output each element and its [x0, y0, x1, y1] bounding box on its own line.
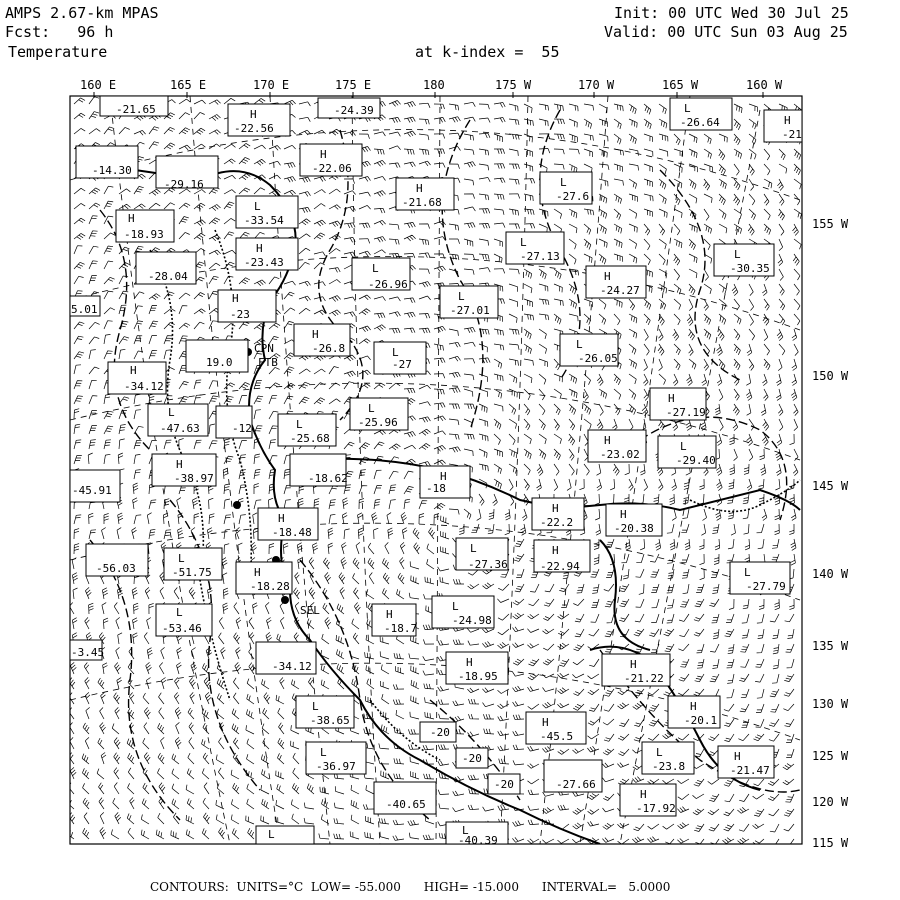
svg-text:H: H: [130, 364, 137, 377]
model-title: AMPS 2.67-km MPAS: [5, 4, 159, 22]
lon-label: 160 W: [746, 78, 783, 92]
extremum-box: [544, 760, 602, 792]
svg-text:-23.43: -23.43: [244, 256, 284, 269]
svg-text:H: H: [604, 270, 611, 283]
extremum-box: [156, 156, 218, 191]
extremum-box: [70, 296, 100, 316]
extremum-box: [152, 454, 216, 486]
svg-text:-20.1: -20.1: [684, 714, 718, 727]
extremum-box: [714, 244, 774, 276]
extremum-box: [532, 498, 584, 530]
svg-text:L: L: [462, 824, 469, 837]
svg-text:19.0: 19.0: [206, 356, 233, 369]
svg-text:H: H: [416, 182, 423, 195]
svg-text:L: L: [268, 828, 275, 841]
svg-text:L: L: [680, 440, 687, 453]
lat-label: 140 W: [812, 567, 849, 581]
extremum-box: [236, 196, 298, 228]
extremum-box: [440, 286, 498, 318]
svg-text:-27.66: -27.66: [556, 778, 596, 791]
init-time: Init: 00 UTC Wed 30 Jul 25: [614, 4, 849, 22]
station-label: SEL: [300, 604, 320, 617]
extremum-box: [228, 104, 290, 136]
svg-text:-18.95: -18.95: [458, 670, 498, 683]
svg-text:-22.06: -22.06: [312, 162, 352, 175]
extremum-box: [86, 544, 148, 576]
extremum-box: [396, 178, 454, 210]
svg-text:5.01: 5.01: [71, 303, 98, 316]
extremum-box: [306, 742, 366, 774]
svg-text:-27.19: -27.19: [666, 406, 706, 419]
svg-text:-24.98: -24.98: [452, 614, 492, 627]
svg-text:-28.04: -28.04: [148, 270, 188, 283]
svg-text:L: L: [254, 200, 261, 213]
svg-text:-20: -20: [494, 778, 514, 791]
lon-label: 165 W: [662, 78, 699, 92]
svg-text:-23.02: -23.02: [600, 448, 640, 461]
svg-text:-21.65: -21.65: [116, 103, 156, 116]
svg-text:H: H: [630, 658, 637, 671]
svg-text:-26.8: -26.8: [312, 342, 346, 355]
svg-text:L: L: [392, 346, 399, 359]
svg-text:L: L: [372, 262, 379, 275]
extremum-box: [488, 774, 520, 794]
svg-text:-23: -23: [230, 308, 250, 321]
svg-text:-47.63: -47.63: [160, 422, 200, 435]
lat-label: 150 W: [812, 369, 849, 383]
svg-text:H: H: [604, 434, 611, 447]
svg-text:-12: -12: [232, 422, 252, 435]
svg-text:-14.30: -14.30: [92, 164, 132, 177]
svg-text:-53.46: -53.46: [162, 622, 202, 635]
extremum-box: [318, 98, 380, 118]
lon-label: 175 E: [335, 78, 372, 92]
extremum-box: [456, 538, 508, 571]
svg-text:L: L: [312, 700, 319, 713]
lat-label: 120 W: [812, 795, 849, 809]
extremum-box: [350, 398, 408, 430]
svg-text:-18.7: -18.7: [384, 622, 418, 635]
lon-label: 170 E: [253, 78, 290, 92]
svg-text:L: L: [560, 176, 567, 189]
lat-label: 125 W: [812, 749, 849, 763]
svg-text:-20: -20: [462, 752, 482, 765]
svg-text:H: H: [640, 788, 647, 801]
station-label: FTB: [258, 356, 278, 369]
svg-text:-17.92: -17.92: [636, 802, 676, 815]
svg-text:H: H: [734, 750, 741, 763]
svg-text:-23.8: -23.8: [652, 760, 686, 773]
svg-text:L: L: [458, 290, 465, 303]
extremum-box: [650, 388, 706, 420]
svg-text:-18.93: -18.93: [124, 228, 164, 241]
extremum-box: [658, 436, 716, 468]
extremum-box: [420, 466, 470, 498]
svg-text:H: H: [466, 656, 473, 669]
svg-text:-33.54: -33.54: [244, 214, 284, 227]
svg-text:-56.03: -56.03: [96, 562, 136, 575]
extremum-box: [432, 596, 494, 628]
extremum-box: [602, 654, 670, 686]
svg-text:-26.64: -26.64: [680, 116, 720, 129]
svg-text:-27.6: -27.6: [556, 190, 590, 203]
svg-text:-30.35: -30.35: [730, 262, 770, 275]
svg-text:-29.40: -29.40: [676, 454, 716, 467]
extremum-box: [718, 746, 774, 778]
station-label: CPN: [254, 342, 274, 355]
extremum-box: [456, 748, 488, 768]
svg-text:H: H: [620, 508, 627, 521]
lon-label: 160 E: [80, 78, 117, 92]
extremum-box: [560, 334, 618, 366]
forecast-hour: Fcst: 96 h: [5, 23, 114, 41]
extremum-box: [116, 210, 174, 242]
svg-text:H: H: [668, 392, 675, 405]
svg-text:H: H: [256, 242, 263, 255]
lon-label: 180: [423, 78, 445, 92]
svg-text:-20: -20: [430, 726, 450, 739]
extremum-box: [764, 110, 802, 142]
svg-text:H: H: [232, 292, 239, 305]
svg-text:-3.45: -3.45: [71, 646, 105, 659]
svg-text:-27.01: -27.01: [450, 304, 490, 317]
extremum-box: [290, 454, 348, 486]
extremum-box: [156, 604, 212, 636]
svg-text:-24.27: -24.27: [600, 284, 640, 297]
extremum-box: [76, 146, 138, 178]
svg-text:H: H: [690, 700, 697, 713]
lon-label: 170 W: [578, 78, 615, 92]
extremum-box: [534, 540, 590, 573]
svg-text:H: H: [254, 566, 261, 579]
lat-label: 145 W: [812, 479, 849, 493]
svg-text:L: L: [744, 566, 751, 579]
extremum-box: [420, 722, 456, 742]
level-label: at k-index = 55: [415, 43, 560, 61]
extremum-box: [372, 604, 417, 636]
lat-label: 155 W: [812, 217, 849, 231]
svg-text:-51.75: -51.75: [172, 566, 212, 579]
extremum-box: [164, 548, 222, 580]
lat-label: 115 W: [812, 836, 849, 850]
svg-text:H: H: [278, 512, 285, 525]
svg-text:H: H: [552, 502, 559, 515]
extremum-box: [526, 712, 586, 744]
svg-text:-27: -27: [392, 358, 412, 371]
svg-text:-18: -18: [426, 482, 446, 495]
extremum-box: [258, 508, 318, 540]
svg-text:-38.97: -38.97: [174, 472, 214, 485]
extremum-box: [374, 342, 426, 374]
svg-text:-18.62: -18.62: [308, 472, 348, 485]
svg-text:-38.65: -38.65: [310, 714, 350, 727]
svg-text:H: H: [312, 328, 319, 341]
extremum-box: [606, 504, 662, 536]
svg-text:H: H: [176, 458, 183, 471]
extremum-box: [374, 782, 436, 814]
extremum-box: [236, 562, 292, 594]
svg-text:L: L: [656, 746, 663, 759]
extremum-box: [136, 252, 196, 284]
svg-text:-22.2: -22.2: [540, 516, 574, 529]
svg-text:-36.97: -36.97: [316, 760, 356, 773]
station-dot: [233, 501, 241, 509]
svg-text:-21.68: -21.68: [402, 196, 442, 209]
valid-time: Valid: 00 UTC Sun 03 Aug 25: [604, 23, 848, 41]
svg-text:H: H: [542, 716, 549, 729]
svg-text:-29.16: -29.16: [164, 178, 204, 191]
svg-text:H: H: [784, 114, 791, 127]
contour-info: CONTOURS: UNITS=°C LOW= -55.000 HIGH= -15.000 INTERVAL= 5.0000: [150, 880, 671, 894]
station-dot: [281, 596, 289, 604]
svg-text:L: L: [178, 552, 185, 565]
svg-text:H: H: [128, 212, 135, 225]
svg-text:H: H: [320, 148, 327, 161]
svg-text:L: L: [520, 236, 527, 249]
extremum-box: [586, 266, 646, 298]
svg-text:-34.12: -34.12: [124, 380, 164, 393]
lon-label: 175 W: [495, 78, 532, 92]
svg-text:H: H: [250, 108, 257, 121]
svg-text:-45.91: -45.91: [72, 484, 112, 497]
extremum-box: [186, 340, 248, 372]
extremum-box: [294, 324, 350, 356]
field-name: Temperature: [8, 43, 108, 61]
svg-text:-26.05: -26.05: [578, 352, 618, 365]
svg-text:-27.13: -27.13: [520, 250, 560, 263]
extremum-box: [256, 826, 314, 844]
extremum-box: [730, 562, 790, 594]
svg-text:L: L: [176, 606, 183, 619]
extremum-box: [100, 96, 168, 116]
svg-text:L: L: [368, 402, 375, 415]
svg-text:-45.5: -45.5: [540, 730, 574, 743]
svg-text:-24.39: -24.39: [334, 104, 374, 117]
svg-text:-34.12: -34.12: [272, 660, 312, 673]
lat-label: 135 W: [812, 639, 849, 653]
extremum-box: [236, 238, 298, 270]
lat-label: 130 W: [812, 697, 849, 711]
extremum-box: [446, 652, 508, 684]
extremum-box: [620, 784, 676, 816]
svg-text:-20.38: -20.38: [614, 522, 654, 535]
svg-text:-22.56: -22.56: [234, 122, 274, 135]
svg-text:H: H: [386, 608, 393, 621]
svg-text:-22.94: -22.94: [540, 560, 580, 573]
extremum-box: [588, 430, 646, 462]
svg-text:L: L: [168, 406, 175, 419]
extremum-box: [300, 144, 362, 176]
extremum-box: [148, 404, 208, 436]
svg-text:-21: -21: [782, 128, 802, 141]
svg-text:L: L: [452, 600, 459, 613]
svg-text:L: L: [734, 248, 741, 261]
extremum-box: [296, 696, 354, 728]
svg-text:L: L: [684, 102, 691, 115]
svg-text:-21.47: -21.47: [730, 764, 770, 777]
extremum-box: [70, 640, 104, 660]
svg-text:-27.79: -27.79: [746, 580, 786, 593]
extremum-box: [256, 642, 316, 674]
svg-text:H: H: [552, 544, 559, 557]
svg-text:L: L: [320, 746, 327, 759]
extremum-box: [540, 172, 592, 204]
extremum-box: [506, 232, 564, 264]
svg-text:L: L: [296, 418, 303, 431]
extremum-box: [352, 258, 410, 291]
svg-text:-25.68: -25.68: [290, 432, 330, 445]
svg-text:L: L: [470, 542, 477, 555]
svg-text:-40.65: -40.65: [386, 798, 426, 811]
extremum-box: [642, 742, 694, 774]
svg-text:-25.96: -25.96: [358, 416, 398, 429]
extremum-box: [670, 98, 732, 130]
extremum-box: [668, 696, 720, 728]
extremum-box: [216, 406, 252, 438]
svg-text:H: H: [440, 470, 447, 483]
extremum-box: [108, 362, 166, 394]
lon-ticks: [94, 92, 763, 98]
extremum-box: [278, 414, 336, 446]
extremum-box: [446, 822, 508, 847]
extremum-box: [218, 290, 276, 322]
extremum-box: [70, 470, 120, 502]
svg-text:-18.28: -18.28: [250, 580, 290, 593]
svg-text:-26.96: -26.96: [368, 278, 408, 291]
svg-text:-40.39: -40.39: [458, 834, 498, 847]
svg-text:-18.48: -18.48: [272, 526, 312, 539]
svg-text:L: L: [576, 338, 583, 351]
svg-text:-27.36: -27.36: [468, 558, 508, 571]
lon-label: 165 E: [170, 78, 207, 92]
svg-text:-21.22: -21.22: [624, 672, 664, 685]
